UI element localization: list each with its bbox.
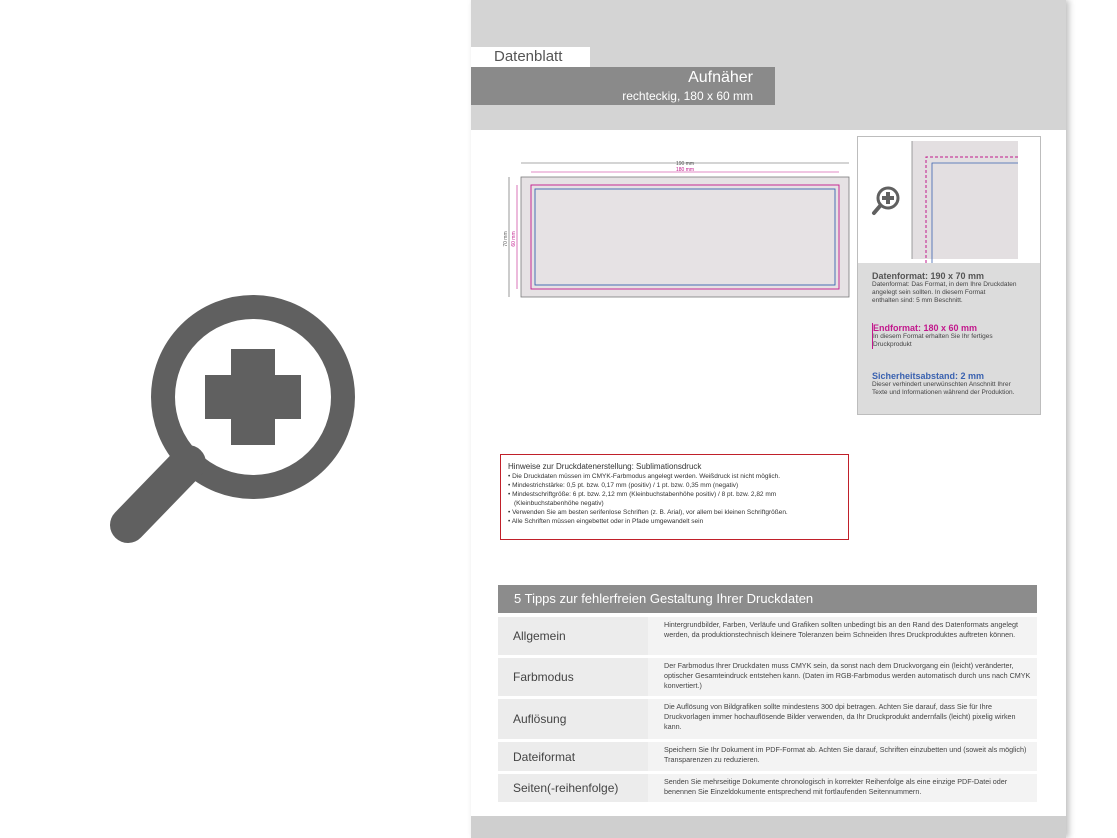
safety-text-2: Texte und Informationen während der Produktion. (872, 389, 1015, 396)
product-title-box (471, 67, 775, 105)
end-format-legend (872, 323, 1035, 349)
table-row (498, 658, 1037, 696)
tip-label: Auflösung (513, 712, 567, 726)
tip-label: Seiten(-reihenfolge) (513, 781, 619, 795)
list-item: • Mindestschriftgröße: 6 pt. bzw. 2,12 mm (Kleinbuchstabenhöhe positiv) / 8 pt. bzw. 2,82 mm (508, 491, 777, 498)
print-hints-box (500, 454, 849, 540)
corner-detail-image (858, 137, 1040, 263)
tip-label: Allgemein (513, 629, 566, 643)
data-format-legend (872, 271, 1034, 305)
outer-height-label: 70 mm (503, 231, 509, 247)
end-format-text-2: Druckprodukt (873, 341, 912, 348)
outer-width-label: 190 mm (675, 161, 695, 167)
tips-heading: 5 Tipps zur fehlerfreien Gestaltung Ihrer Druckdaten (498, 585, 1037, 613)
inner-height-label: 60 mm (511, 231, 517, 247)
zoom-in-icon[interactable] (100, 285, 365, 550)
list-item: • Alle Schriften müssen eingebettet oder in Pfade umgewandelt sein (508, 518, 704, 525)
data-format-rect (521, 177, 849, 297)
list-item: • Die Druckdaten müssen im CMYK-Farbmodus angelegt werden. Weißdruck ist nicht möglich. (508, 473, 781, 480)
data-format-text-3: enthalten sind: 5 mm Beschnitt. (872, 297, 963, 304)
table-row (498, 774, 1037, 802)
list-item: (Kleinbuchstabenhöhe negativ) (514, 500, 604, 507)
table-row (498, 699, 1037, 739)
safety-text-1: Dieser verhindert unerwünschten Anschnitt Ihrer (872, 381, 1011, 388)
inner-width-label: 180 mm (675, 167, 695, 173)
format-legend-box (857, 136, 1041, 415)
product-title: Aufnäher (688, 69, 753, 86)
tip-text: Speichern Sie Ihr Dokument im PDF-Format ab. Achten Sie darauf, Schriften einzubetten und (soweit als möglich) Transparenzen zu reduzieren. (648, 742, 1037, 771)
zoom-in-icon-small (874, 188, 898, 213)
tip-text: Die Auflösung von Bildgrafiken sollte mindestens 300 dpi betragen. Achten Sie darauf, dass Sie für Ihre Druckvorlagen immer hochauflösende Bilder verwenden, da Ihr Druckprodukt andernfalls (leicht) pixelig wirken kann. (648, 699, 1037, 739)
list-item: • Mindestrichstärke: 0,5 pt. bzw. 0,17 mm (positiv) / 1 pt. bzw. 0,35 mm (negativ) (508, 482, 739, 489)
tip-text: Der Farbmodus Ihrer Druckdaten muss CMYK sein, da sonst nach dem Druckvorgang ein (leicht) veränderter, optischer Gesamteindruck entstehen kann. (Daten im RGB-Farbmodus werden automatisch durch uns nach CMYK konvertiert.) (648, 658, 1037, 696)
tips-table (498, 617, 1037, 805)
page-footer-bar (471, 816, 1066, 838)
end-format-title: Endformat: 180 x 60 mm (873, 323, 978, 333)
list-item: • Verwenden Sie am besten serifenlose Schriften (z. B. Arial), vor allem bei kleinen Schriftgrößen. (508, 509, 788, 516)
datasheet-tab-label: Datenblatt (471, 47, 590, 67)
end-format-text-1: In diesem Format erhalten Sie Ihr fertiges (873, 333, 993, 340)
format-diagram (501, 157, 861, 307)
data-format-title: Datenformat: 190 x 70 mm (872, 271, 985, 281)
format-legend-text (858, 263, 1040, 414)
table-row (498, 742, 1037, 771)
tip-label: Farbmodus (513, 670, 574, 684)
data-format-text-1: Datenformat: Das Format, in dem Ihre Druckdaten (872, 281, 1017, 288)
table-row (498, 617, 1037, 655)
data-format-text-2: angelegt sein sollten. In diesem Format (872, 289, 986, 296)
print-hints-heading: Hinweise zur Druckdatenerstellung: Sublimationsdruck (508, 462, 702, 471)
print-hints-list (508, 472, 841, 526)
tip-text: Senden Sie mehrseitige Dokumente chronologisch in korrekter Reihenfolge als eine einzige PDF-Datei oder benennen Sie Einzeldokumente entsprechend mit fortlaufenden Seitennummern. (648, 774, 1037, 802)
tip-text: Hintergrundbilder, Farben, Verläufe und Grafiken sollten unbedingt bis an den Rand des Datenformats angelegt werden, da produktionstechnisch kleinere Toleranzen beim Schneiden Ihres Druckproduktes auftreten können. (648, 617, 1037, 655)
safety-title: Sicherheitsabstand: 2 mm (872, 371, 985, 381)
safety-legend (872, 371, 1034, 397)
tip-label: Dateiformat (513, 749, 576, 764)
datasheet-page (471, 0, 1066, 838)
product-subtitle: rechteckig, 180 x 60 mm (622, 89, 753, 103)
